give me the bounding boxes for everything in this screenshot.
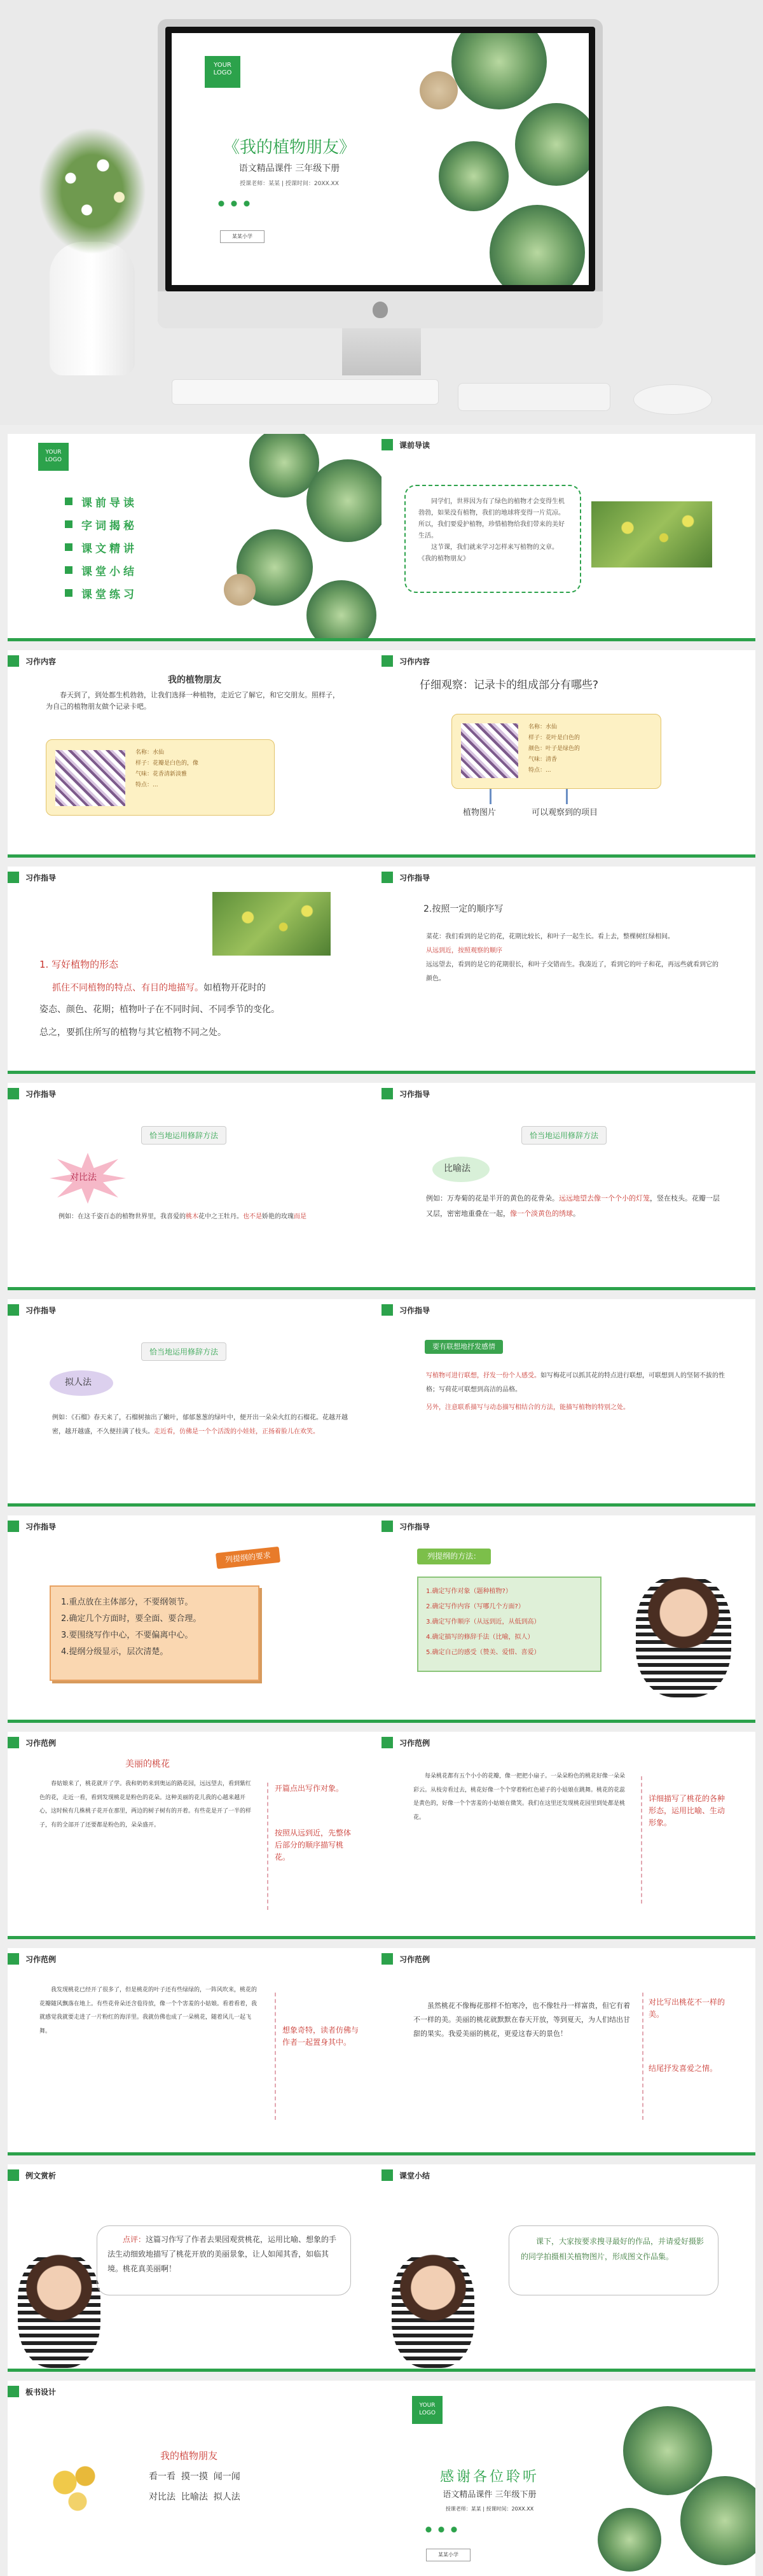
ginkgo-leaves [46,2457,109,2521]
slide-header: 习作指导 [399,1090,430,1099]
badge-label: 拟人法 [65,1377,92,1388]
slide-summary [382,2164,755,2372]
cover-icons [216,200,254,207]
intro-box: 同学们，世界因为有了绿色的植物才会变得生机勃勃，如果没有植物，我们的地球将变得一片荒凉。所以，我们要爱护植物，珍惜植物给我们带来的美好生活。 这节课，我们就来学习怎样来写植物的文章。 《我的植物朋友》 [404,485,581,593]
method-tag: 恰当地运用修辞方法 [141,1342,226,1361]
slide-header: 习作指导 [399,1522,430,1531]
toc-item[interactable]: 课堂小结 [65,559,192,581]
slide-header: 习作范例 [25,1739,57,1748]
essay-text: 春天到了，到处都生机勃勃，让我们选择一种植物，走近它了解它，和它交朋友。照样子，为自己的植物朋友做个记录卡吧。 [46,691,340,711]
slide-header: 习作内容 [399,657,430,666]
slide-sample-3: 习作范例 我发现桃花已经开了很多了，但是桃花的叶子还有些绿绿的，一阵风吹来，桃花的花瓣随风飘落在地上。有些花骨朵还含苞待放，像一个个害羞的小姑娘。看着看着，我就感觉我就要走进了一片粉红的海洋里。我就仿佛也成了一朵桃花，随着风儿一起飞舞。 想象奇特，读者仿佛与作者一起置身其中。 [8,1948,382,2155]
slide-outline-1 [8,1515,382,1723]
arrow-icon [566,789,568,804]
slide-guide-2: 习作指导 2.按照一定的顺序写 菜花：我们看到的是它的花，花期比较长，和叶子一起生长。看上去，整棵树红绿相间。 从远到近，按照观察的顺序 远远望去，看到的是它的花期很长，和叶子交错而生。我凑近了，看到它的叶子和花，再远些就看到它的颜色。 [382,867,755,1074]
badge-label: 对比法 [70,1173,97,1183]
section-heading: 1. 写好植物的形态 [39,959,119,970]
girl-photo [636,1577,731,1697]
outline-box: 1.重点放在主体部分，不要纲领节。 2.确定几个方面时，要全面、要合理。 3.要围绕写作中心，不要偏离中心。 4.提纲分级显示，层次清楚。 [50,1585,259,1681]
slide-intro [382,434,755,641]
flower-photo [212,892,331,956]
slide-guide-1: 习作指导 1. 写好植物的形态 抓住不同植物的特点、有目的地描写。如植物开花时的 姿态、颜色、花期；植物叶子在不同时间、不同季节的变化。 总之，要抓住所写的植物与其它植物不同之处。 [8,867,382,1074]
toc-item[interactable]: 课文精讲 [65,536,192,559]
cover-title: 《我的植物朋友》 [223,138,355,157]
slide-header: 板书设计 [25,2388,57,2397]
end-title: 感谢各位聆听 [439,2469,539,2485]
slide-sample-2: 习作范例 每朵桃花都有五个小小的花瓣，像一把把小扇子。一朵朵粉色的桃花好像一朵朵彩云。从枝旁看过去，桃花好像一个个穿着粉红色裙子的小姑娘在跳舞。桃花的花蕊是黄色的，好像一个个害羞的小姑娘在微笑。我们在这里还发现桃花园里到处都是桃花。 详细描写了桃花的各种形态，运用比喻、生动形象。 [382,1732,755,1939]
cover-meta: 授课老师：某某 | 授课时间：20XX.XX [240,181,339,187]
divider-line [275,1993,276,2120]
slide-rhetoric-2: 习作指导 恰当地运用修辞方法 比喻法 例如：万寿菊的花是半开的黄色的花骨朵。远远地望去像一个个小的灯笼，竖在枝头。花瓣一层又层，密密地重叠在一起，像一个淡黄色的绣球。 [382,1083,755,1290]
cover-button[interactable]: 某某小学 [220,230,265,243]
girl-photo [392,2253,474,2368]
label-photo: 植物图片 [463,808,497,818]
toc-list [65,490,192,604]
method-tag: 恰当地运用修辞方法 [521,1126,607,1145]
slide-header: 例文赏析 [25,2171,57,2180]
end-subtitle: 语文精品课件 三年级下册 [443,2490,537,2500]
slide-header: 习作范例 [25,1955,57,1964]
method-tag: 列提纲的要求 [216,1547,280,1570]
slide-header: 习作范例 [399,1739,430,1748]
slide-content-1 [8,650,382,858]
slide-header: 课堂小结 [399,2171,430,2180]
slide-review [8,2164,382,2372]
method-tag: 列提纲的方法： [417,1549,491,1564]
toc-item[interactable]: 课前导读 [65,490,192,513]
girl-photo [18,2253,100,2368]
trackpad [458,383,610,411]
flower-photo [591,501,712,567]
badge-label: 比喻法 [444,1164,471,1174]
flower-bunch [38,127,146,254]
cover-slide [172,33,589,285]
imac [158,19,603,328]
section-heading: 2.按照一定的顺序写 [423,904,504,914]
slide-end [382,2381,755,2576]
method-tag: 恰当地运用修辞方法 [141,1126,226,1145]
slide-rhetoric-3: 习作指导 恰当地运用修辞方法 拟人法 例如：《石榴》春天来了，石榴树抽出了嫩叶，郁郁葱葱的绿叶中，便开出一朵朵火红的石榴花。花越开越密，越开越盛，不久便挂满了枝头。走近看，仿佛是一个个活泼的小娃娃，正扬着脸儿在欢笑。 [8,1299,382,1507]
slide-feeling: 习作指导 要有联想地抒发感情 写植物可进行联想，抒发一份个人感受。如写梅花可以抓其花的特点进行联想，可联想到人的坚韧不拔的性格；写荷花可联想到高洁的品格。 另外，注意联系描写与动态描写相结合的方法，能描写植物的特别之处。 [382,1299,755,1507]
flower-vase [50,242,135,375]
slide-content-2 [382,650,755,858]
label-items: 可以观察到的项目 [532,808,598,818]
divider-line [267,1783,268,1910]
slide-header: 习作指导 [399,874,430,882]
mouse [633,384,712,415]
end-meta: 授课老师：某某 | 授课时间：20XX.XX [445,2506,534,2512]
question: 仔细观察：记录卡的组成部分有哪些? [420,679,599,692]
summary-box: 课下，大家按要求搜寻最好的作品，并请爱好摄影的同学拍摄相关植物图片，形成图文作品集。 [509,2225,718,2295]
divider-line [642,1993,643,2120]
slide-rhetoric-1: 习作指导 恰当地运用修辞方法 对比法 例如：在这千姿百态的植物世界里，我喜爱的桃木花中之王牡丹。也不是娇艳的玫瑰而是 [8,1083,382,1290]
comment-box: 点评：这篇习作写了作者去果园观赏桃花，运用比喻、想象的手法生动细致地描写了桃花开放的美丽景象，让人如闻其香，如临其境。桃花真美丽啊！ [97,2225,351,2295]
slide-header: 习作指导 [399,1306,430,1315]
method-tag: 要有联想地抒发感情 [425,1340,503,1354]
end-icons [423,2526,462,2533]
record-card: 名称：水仙 样子：花瓣是白色的，像 气味：花香清新淡雅 特点：... [46,739,275,816]
essay-title: 美丽的桃花 [125,1759,170,1769]
slide-header: 课前导读 [399,441,430,450]
slide-header: 习作内容 [25,657,57,666]
cover-subtitle: 语文精品课件 三年级下册 [238,164,340,174]
arrow-icon [490,789,491,804]
slide-header: 习作指导 [25,1090,57,1099]
slide-sample-1: 习作范例 美丽的桃花 春姑娘来了，桃花就开了学。我和奶奶来到奥运的路花园，远远望去，看到紫红色的花，走近一看，看到发现桃花是粉色的花朵。这种美丽的花儿我的心越来越开心，这时候有几株桃子花开在那里，两边的树子树有的开着。有些花是开了一半的样子，有的全部开了还要都是粉色的，朵朵盛开。 开篇点出写作对象。 按照从远到近，先整体后部分的顺序描写桃花。 [8,1732,382,1939]
keyboard [172,379,439,405]
record-card: 名称：水仙 样子：花叶是白色的 颜色：叶子是绿色的 气味：清香 特点：... [451,714,661,789]
toc-item[interactable]: 字词揭秘 [65,513,192,536]
cover-logo: YOUR LOGO [205,56,240,88]
imac-stand [342,328,421,375]
slide-sample-4: 习作范例 虽然桃花不像梅花那样不怕寒冷，也不像牡丹一样富贵，但它有着不一样的美。美丽的桃花就默默在春天开放，等到夏天，为人们结出甘甜的果实。我爱美丽的桃花，更爱这春天的景色！ 对比写出桃花不一样的美。 结尾抒发喜爱之情。 [382,1948,755,2155]
header-marker [382,439,393,450]
outline-box: 1.确定写作对象（题种植物?） 2.确定写作内容（写哪几个方面?） 3.确定写作顺序（从远到近，从低到高） 4.确定描写的修辞手法（比喻，拟人） 5.确定自己的感受（赞美、爱惜、喜爱） [417,1577,601,1672]
divider-line [641,1776,642,1904]
apple-logo [373,302,388,318]
end-logo: YOUR LOGO [412,2396,443,2424]
slide-outline-2 [382,1515,755,1723]
essay-title: 我的植物朋友 [168,675,221,685]
slide-header: 习作指导 [25,1522,57,1531]
slide-header: 习作指导 [25,1306,57,1315]
toc-logo: YOUR LOGO [38,443,69,471]
slide-toc [8,434,382,641]
slide-header: 习作指导 [25,874,57,882]
slide-header: 习作范例 [399,1955,430,1964]
toc-item[interactable]: 课堂练习 [65,581,192,604]
slide-board: 板书设计 我的植物朋友 看一看 摸一摸 闻一闻 对比法 比喻法 拟人法 [8,2381,382,2576]
end-button[interactable]: 某某小学 [426,2549,471,2561]
hero-mockup [0,0,763,425]
